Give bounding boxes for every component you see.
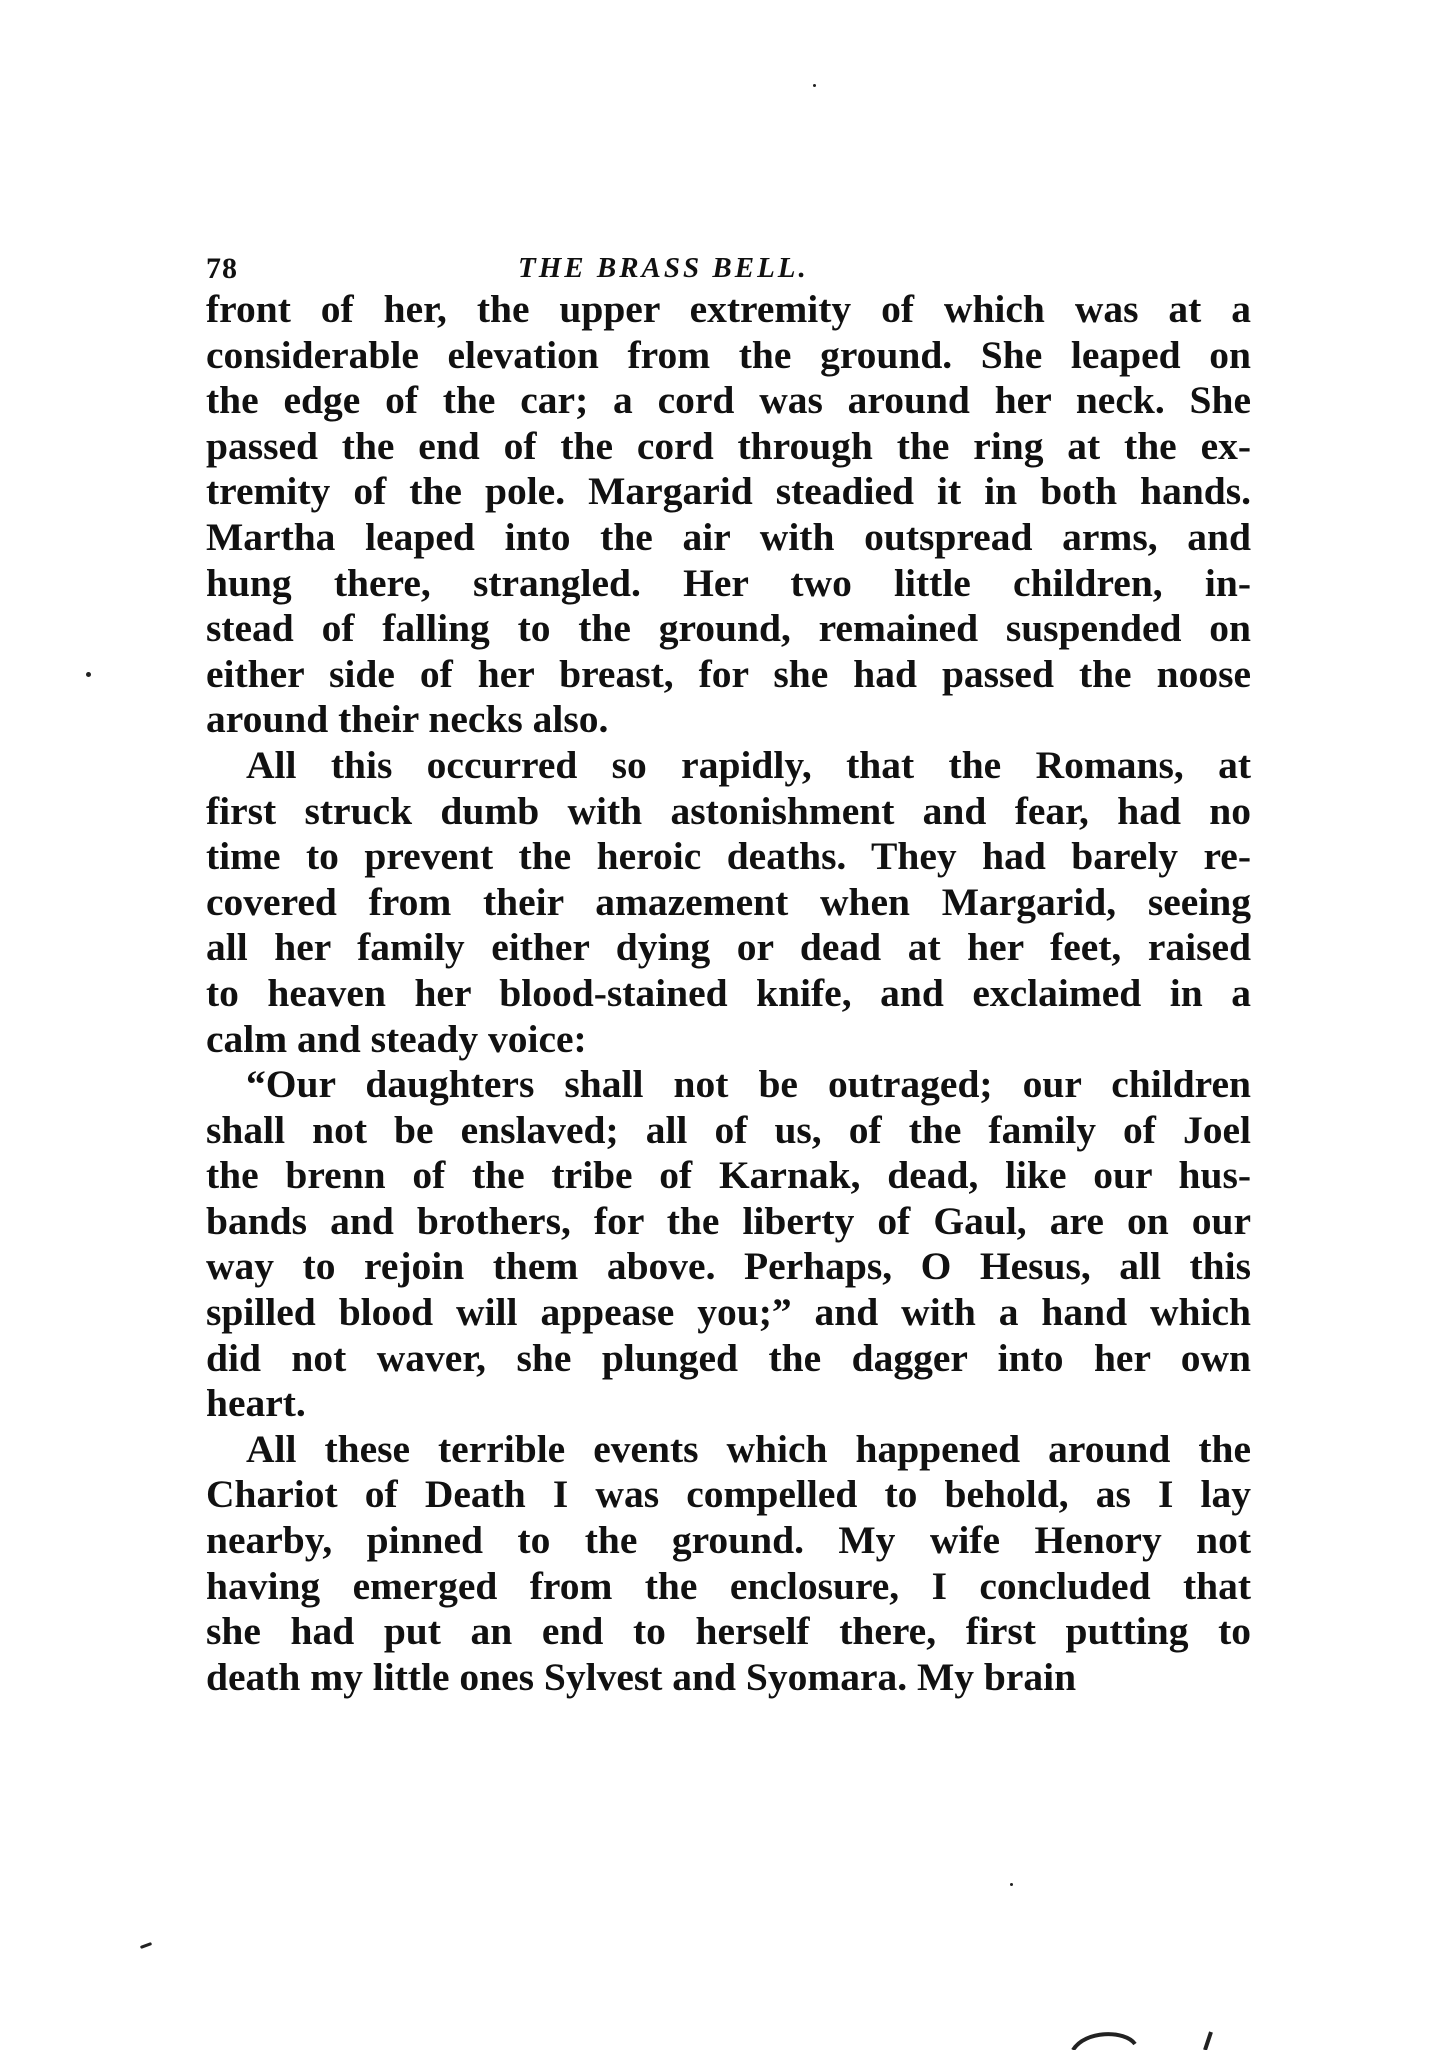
text-line: shall not be enslaved; all of us, of the family of Joel [206, 1107, 1251, 1152]
text-line: spilled blood will appease you;” and with a hand which [206, 1290, 1251, 1335]
text-line: time to prevent the heroic deaths. They had barely re- [206, 834, 1251, 879]
text-line: nearby, pinned to the ground. My wife Henory not [206, 1518, 1251, 1563]
text-line: hung there, strangled. Her two little children, in- [206, 560, 1251, 605]
text-line: Martha leaped into the air with outspread arms, and [206, 514, 1251, 559]
paragraph [206, 743, 1251, 1062]
paragraph [206, 1427, 1251, 1701]
text-line: either side of her breast, for she had passed the noose [206, 651, 1251, 696]
text-line: all her family either dying or dead at her feet, raised [206, 925, 1251, 970]
text-line: “Our daughters shall not be outraged; our children [246, 1062, 1251, 1107]
running-title: THE BRASS BELL. [518, 252, 809, 284]
text-line: having emerged from the enclosure, I concluded that [206, 1563, 1251, 1608]
text-line: All these terrible events which happened around the [246, 1426, 1251, 1471]
text-line: she had put an end to herself there, first putting to [206, 1609, 1251, 1654]
text-line: death my little ones Sylvest and Syomara. My brain [206, 1654, 1077, 1699]
text-line: heart. [206, 1381, 306, 1426]
body-text [206, 287, 1251, 1700]
text-line: tremity of the pole. Margarid steadied it in both hands. [206, 469, 1251, 514]
text-line: way to rejoin them above. Perhaps, O Hesus, all this [206, 1244, 1251, 1289]
page-number: 78 [206, 252, 238, 285]
text-line: bands and brothers, for the liberty of Gaul, are on our [206, 1198, 1251, 1243]
bleed-through-glyphs [1065, 2028, 1235, 2050]
text-line: passed the end of the cord through the ring at the ex- [206, 423, 1251, 468]
text-line: did not waver, she plunged the dagger into her own [206, 1335, 1251, 1380]
text-line: calm and steady voice: [206, 1016, 587, 1061]
text-line: stead of falling to the ground, remained suspended on [206, 606, 1251, 651]
text-line: first struck dumb with astonishment and fear, had no [206, 788, 1251, 833]
text-line: the edge of the car; a cord was around her neck. She [206, 378, 1251, 423]
text-line: around their necks also. [206, 697, 609, 742]
text-line: All this occurred so rapidly, that the Romans, at [246, 742, 1251, 787]
paragraph [206, 1062, 1251, 1427]
text-line: Chariot of Death I was compelled to behold, as I lay [206, 1472, 1251, 1517]
speck-bottom-right [1010, 1883, 1013, 1886]
speck-top [813, 84, 816, 87]
text-line: front of her, the upper extremity of which was at a [206, 287, 1251, 331]
paragraph [206, 287, 1251, 743]
speck-bottom-left [140, 1942, 152, 1949]
text-line: the brenn of the tribe of Karnak, dead, like our hus- [206, 1153, 1251, 1198]
next-page-bleed-mark [1065, 2028, 1235, 2050]
text-line: considerable elevation from the ground. She leaped on [206, 332, 1251, 377]
text-line: to heaven her blood-stained knife, and exclaimed in a [206, 970, 1251, 1015]
speck-left-margin [86, 672, 91, 677]
text-line: covered from their amazement when Margarid, seeing [206, 879, 1251, 924]
